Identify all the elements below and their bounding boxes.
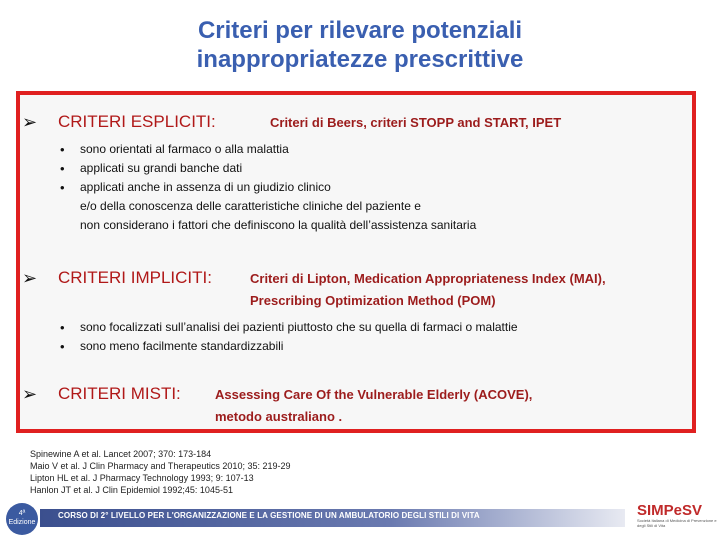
section-title: CRITERI ESPLICITI: [58, 112, 216, 131]
bullet-dot-icon: • [60, 180, 65, 195]
bullet-list [58, 318, 518, 356]
badge-label: Edizione [8, 519, 36, 526]
list-item: • sono focalizzati sull’analisi dei pazienti piuttosto che su quella di farmaci o malattie [60, 320, 518, 335]
list-item: • sono meno facilmente standardizzabili [60, 339, 284, 354]
course-title: CORSO DI 2° LIVELLO PER L'ORGANIZZAZIONE E LA GESTIONE DI UN AMBULATORIO DEGLI STILI DI VITA [58, 511, 480, 520]
list-item: • sono orientati al farmaco o alla malattia [60, 142, 289, 157]
list-item-continuation: non considerano i fattori che definiscono la qualità dell’assistenza sanitaria [80, 218, 477, 232]
reference-item: Maio V et al. J Clin Pharmacy and Therapeutics 2010; 35: 219-29 [30, 461, 291, 471]
section-subtitle: Assessing Care Of the Vulnerable Elderly (ACOVE), [215, 387, 533, 402]
arrow-bullet-icon: ➢ [22, 112, 38, 132]
reference-item: Spinewine A et al. Lancet 2007; 370: 173-184 [30, 449, 212, 459]
arrow-bullet-icon: ➢ [22, 268, 38, 288]
title-line-2: inappropriatezze prescrittive [196, 46, 524, 73]
section-subtitle: Criteri di Beers, criteri STOPP and START, IPET [270, 115, 562, 130]
logo-subtitle: Società Italiana di Medicina di Prevenzione e degli Stili di Vita [637, 518, 717, 528]
bullet-dot-icon: • [60, 161, 65, 176]
edition-badge [6, 503, 38, 535]
bullet-dot-icon: • [60, 142, 65, 157]
simpesv-logo [637, 502, 717, 538]
section-subtitle-line-2: Prescribing Optimization Method (POM) [250, 293, 496, 308]
bullet-list [58, 140, 476, 235]
bullet-dot-icon: • [60, 320, 65, 335]
list-item-continuation: e/o della conoscenza delle caratteristiche cliniche del paziente e [80, 199, 421, 213]
section-title: CRITERI MISTI: [58, 384, 181, 403]
section-subtitle: Criteri di Lipton, Medication Appropriateness Index (MAI), [250, 271, 606, 286]
logo-text: SIMPeSV [637, 502, 703, 519]
reference-item: Hanlon JT et al. J Clin Epidemiol 1992;45: 1045-51 [30, 485, 233, 495]
section-title: CRITERI IMPLICITI: [58, 268, 212, 287]
arrow-bullet-icon: ➢ [22, 384, 38, 404]
list-item: • applicati su grandi banche dati [60, 161, 243, 176]
badge-number: 4ª [18, 510, 26, 517]
reference-item: Lipton HL et al. J Pharmacy Technology 1993; 9: 107-13 [30, 473, 254, 483]
title-line-1: Criteri per rilevare potenziali [197, 17, 523, 44]
list-item: • applicati anche in assenza di un giudizio clinico [60, 180, 331, 195]
bullet-dot-icon: • [60, 339, 65, 354]
slide-title [0, 16, 720, 74]
section-subtitle-line-2: metodo australiano . [215, 409, 343, 424]
references [30, 448, 290, 496]
